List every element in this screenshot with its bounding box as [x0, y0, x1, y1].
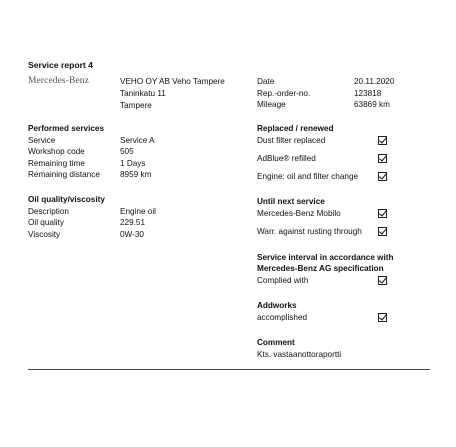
report-title: Service report 4	[28, 60, 93, 70]
addworks-heading: Addworks	[257, 301, 297, 310]
row-label: Workshop code	[28, 147, 85, 157]
item-label: Warr. against rusting through	[257, 227, 362, 236]
row-value: 1 Days	[120, 158, 146, 168]
row-label: Description	[28, 206, 69, 216]
dealer-address	[120, 76, 225, 112]
until-next-heading: Until next service	[257, 197, 325, 206]
performed-row	[28, 146, 155, 158]
meta-date-row	[257, 76, 394, 88]
meta-label: Date	[257, 77, 275, 86]
comment-text: Kts. vastaanottoraportti	[257, 350, 342, 359]
report-meta	[257, 76, 394, 111]
checkbox-checked-icon[interactable]	[378, 172, 387, 181]
performed-row	[28, 135, 155, 147]
meta-label: Rep.-order-no.	[257, 88, 311, 98]
replaced-item	[257, 153, 387, 165]
until-next-item	[257, 226, 387, 238]
dealer-name: VEHO OY AB Veho Tampere	[120, 77, 225, 86]
interval-heading-line2: Mercedes-Benz AG specification	[257, 264, 384, 273]
item-label: Engine: oil and filter change	[257, 172, 359, 181]
meta-order-row	[257, 88, 394, 100]
checkbox-checked-icon[interactable]	[378, 276, 387, 285]
row-label: Oil quality	[28, 218, 64, 228]
row-value: 8959 km	[120, 170, 152, 180]
section-heading: Oil quality/viscosity	[28, 195, 105, 204]
row-value: 505	[120, 147, 134, 157]
mercedes-benz-logo: Mercedes-Benz	[28, 76, 89, 86]
oil-row	[28, 229, 156, 241]
row-label: Remaining time	[28, 158, 85, 168]
addworks-item	[257, 312, 387, 324]
oil-quality-section	[28, 194, 156, 240]
checkbox-checked-icon[interactable]	[378, 227, 387, 236]
section-heading: Performed services	[28, 124, 105, 133]
row-label: Service	[28, 135, 56, 145]
item-label: Mercedes-Benz Mobilo	[257, 209, 341, 218]
interval-heading-line1: Service interval in accordance with	[257, 253, 394, 262]
replaced-heading: Replaced / renewed	[257, 124, 334, 133]
bottom-divider	[28, 369, 430, 370]
dealer-city: Tampere	[120, 101, 152, 110]
dealer-street: Taninkatu 11	[120, 89, 166, 98]
until-next-item	[257, 208, 387, 220]
performed-services-section	[28, 123, 155, 181]
performed-row	[28, 158, 155, 170]
item-label: Dust filter replaced	[257, 136, 326, 145]
performed-row	[28, 169, 155, 181]
checkbox-checked-icon[interactable]	[378, 313, 387, 322]
row-value: 0W-30	[120, 229, 144, 239]
replaced-item	[257, 135, 387, 147]
meta-label: Mileage	[257, 100, 286, 110]
oil-row	[28, 217, 156, 229]
row-value: Service A	[120, 135, 155, 145]
meta-value: 20.11.2020	[354, 77, 395, 86]
checkbox-checked-icon[interactable]	[378, 154, 387, 163]
meta-mileage-row	[257, 99, 394, 111]
checkbox-checked-icon[interactable]	[378, 136, 387, 145]
row-label: Viscosity	[28, 229, 61, 239]
item-label: AdBlue® refilled	[257, 154, 316, 163]
row-value: Engine oil	[120, 206, 156, 216]
meta-value: 123818	[354, 88, 382, 98]
row-value: 229.51	[120, 218, 146, 228]
meta-value: 63869 km	[354, 100, 390, 110]
replaced-item	[257, 171, 387, 183]
interval-item	[257, 275, 387, 287]
row-label: Remaining distance	[28, 170, 100, 180]
oil-row	[28, 206, 156, 218]
comment-heading: Comment	[257, 338, 295, 347]
checkbox-checked-icon[interactable]	[378, 209, 387, 218]
item-label: Complied with	[257, 276, 309, 285]
item-label: accomplished	[257, 313, 308, 322]
